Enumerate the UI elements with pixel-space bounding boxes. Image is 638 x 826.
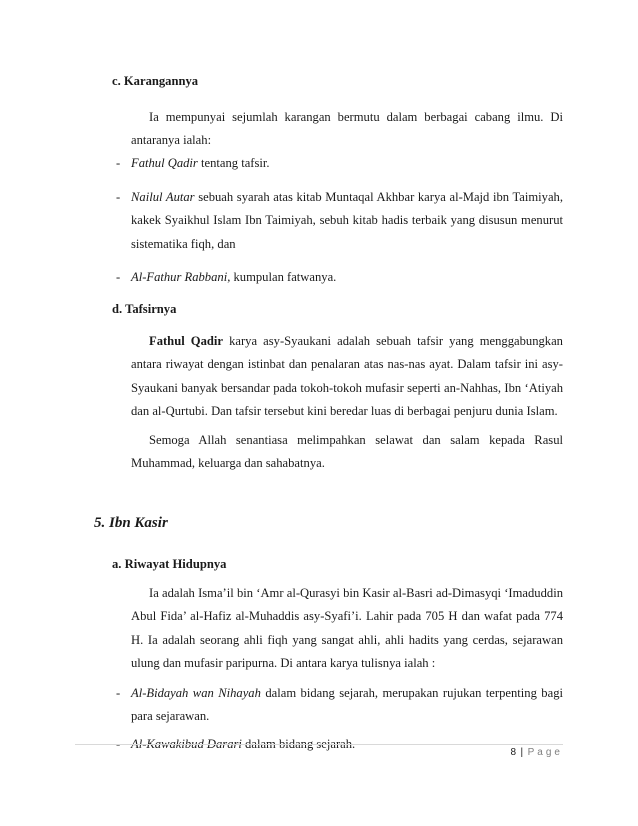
item-text: sebuah syarah atas kitab Muntaqal Akhbar karya al-Majd ibn Taimiyah, kakek Syaikhul Islam Ibn Taimiyah, sebuh kitab hadis terbaik yang disusun menurut sistematika fiqh, dan <box>131 190 563 251</box>
item-text: kumpulan fatwanya. <box>230 270 337 284</box>
list-item-al-fathur-rabbani <box>131 266 563 289</box>
paragraph-text: Ia adalah Isma’il bin ‘Amr al-Qurasyi bin Kasir al-Basri ad-Dimasyqi ‘Imaduddin Abul Fida’ al-Hafiz al-Muhaddis asy-Syafi’i. Lahir pada 705 H dan wafat pada 774 H. Ia adalah seorang ahli fiqh yang sangat ahli, ahli hadits yang cerdas, sejarawan ulung dan mufasir paripurna. Di antara karya tulisnya ialah : <box>131 586 563 670</box>
book-title: Fathul Qadir <box>149 334 223 348</box>
book-title: Al-Fathur Rabbani, <box>131 270 231 284</box>
section-5a-paragraph <box>131 582 563 675</box>
section-c-intro-text: Ia mempunyai sejumlah karangan bermutu dalam berbagai cabang ilmu. Di antaranya ialah: <box>131 110 563 148</box>
footer-separator: | <box>520 747 524 758</box>
page-number: 8 <box>510 747 517 758</box>
list-item-nailul-autar <box>131 186 563 256</box>
book-title: Al-Kawakibud Darari <box>131 737 242 751</box>
section-d-heading: d. Tafsirnya <box>112 302 177 316</box>
list-item-fathul-qadir <box>131 152 563 175</box>
section-d-paragraph-1 <box>131 330 563 423</box>
section-c-heading: c. Karangannya <box>112 74 199 88</box>
book-title: Nailul Autar <box>131 190 195 204</box>
section-5a-heading: a. Riwayat Hidupnya <box>112 557 227 571</box>
book-title: Fathul Qadir <box>131 156 198 170</box>
list-dash: - <box>116 156 121 170</box>
list-dash: - <box>116 686 121 700</box>
list-dash: - <box>116 270 121 284</box>
item-text: dalam bidang sejarah, merupakan rujukan terpenting bagi para sejarawan. <box>131 686 563 724</box>
list-dash: - <box>116 190 121 204</box>
list-dash: - <box>116 737 121 751</box>
section-5-title: 5. Ibn Kasir <box>94 515 168 531</box>
footer-divider <box>75 744 563 745</box>
page-label: Page <box>527 747 563 758</box>
book-title: Al-Bidayah wan Nihayah <box>131 686 261 700</box>
item-text: tentang tafsir. <box>197 156 270 170</box>
paragraph-text: karya asy-Syaukani adalah sebuah tafsir yang menggabungkan antara riwayat dengan istinbat dan penalaran atas nas-nas ayat. Dalam tafsir ini asy-Syaukani banyak bersandar pada tokoh-tokoh mufasir seperti an-Nahhas, Ibn ‘Atiyah dan al-Qurtubi. Dan tafsir tersebut kini beredar luas di berbagai penjuru dunia Islam. <box>131 334 563 418</box>
paragraph-text: Semoga Allah senantiasa melimpahkan selawat dan salam kepada Rasul Muhammad, keluarga dan sahabatnya. <box>131 433 563 471</box>
page-footer <box>510 747 563 758</box>
item-text: dalam bidang sejarah. <box>241 737 356 751</box>
section-c-intro <box>131 106 563 153</box>
section-d-paragraph-2 <box>131 429 563 476</box>
list-item-al-bidayah <box>131 682 563 729</box>
